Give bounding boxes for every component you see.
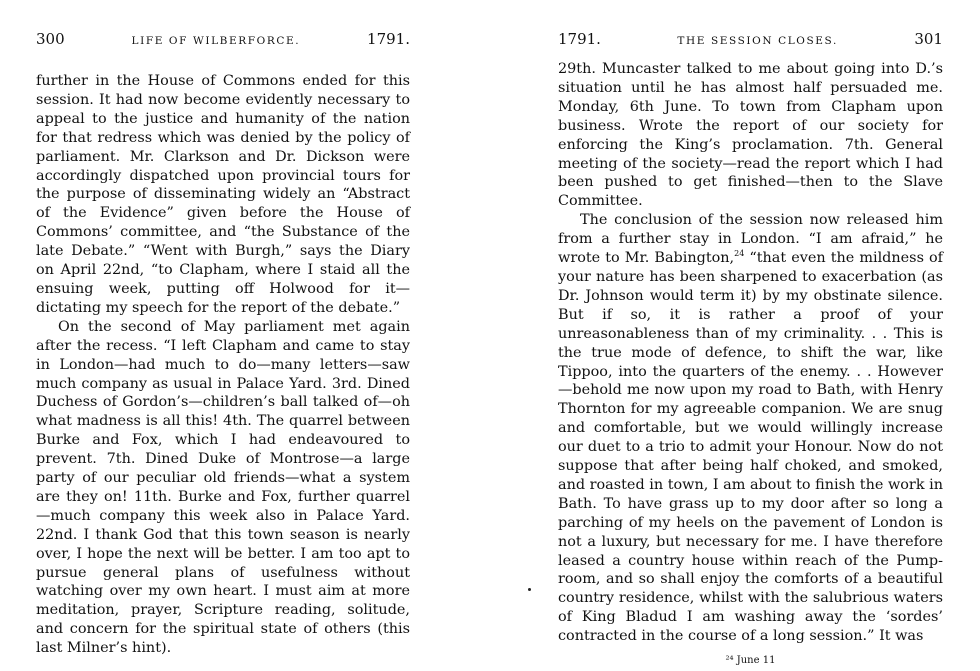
right-page-header: [558, 30, 943, 52]
right-running-title: THE SESSION CLOSES.: [677, 35, 838, 47]
left-header-year: 1791.: [367, 30, 410, 48]
left-page-header: [36, 30, 410, 52]
footnote-reference: 24: [734, 249, 745, 259]
left-paragraph-1: further in the House of Commons ended for this session. It had now become evidently necessary to appeal to the justice and humanity of the nation for that redress which was denied by the policy of parliament. Mr. Clarkson and Dr. Dickson were accordingly dispatched upon provincial tours for the purpose of disseminating widely an “Abstract of the Evidence” given before the House of Commons’ committee, and “the Substance of the late Debate.” “Went with Burgh,” says the Diary on April 22nd, “to Clapham, where I staid all the ensuing week, putting off Holwood for it—dictating my speech for the report of the debate.”: [36, 73, 410, 316]
right-page-number: 301: [914, 30, 943, 48]
left-paragraph-2: On the second of May parliament met again after the recess. “I left Clapham and came to stay in London—had much to do—many letters—saw much company as usual in Palace Yard. 3rd. Dined Duchess of Gordon’s—children’s ball talked of—oh what madness is all this! 4th. The quarrel between Burke and Fox, which I had endeavoured to prevent. 7th. Dined Duke of Montrose—a large party of our peculiar old friends—what a system are they on! 11th. Burke and Fox, further quarrel—much company this week also in Palace Yard. 22nd. I thank God that this town season is nearly over, I hope the next will be better. I am too apt to pursue general plans of usefulness without watching over my own heart. I must aim at more meditation, prayer, Scripture reading, solitude, and concern for the spiritual state of others (this last Milner’s hint).: [36, 318, 410, 657]
right-header-year: 1791.: [558, 30, 601, 48]
right-paragraph-2: [558, 211, 943, 646]
left-running-title: LIFE OF WILBERFORCE.: [131, 35, 301, 47]
left-page-number: 300: [36, 30, 65, 48]
left-page: [36, 30, 410, 658]
footnote: ²⁴ June 11: [725, 655, 776, 667]
right-paragraph-1: 29th. Muncaster talked to me about going into D.’s situation until he has almost half persuaded me. Monday, 6th June. To town from Clapham upon business. Wrote the report of our society for enforcing the King’s proclamation. 7th. General meeting of the society—read the report which I had been pushed to get finished—then to the Slave Committee.: [558, 61, 943, 210]
print-speck: [528, 588, 531, 591]
right-paragraph-2-start: The conclusion of the session now released him from a further stay in London. “I am afraid,” he wrote to Mr. Babington,: [558, 212, 943, 267]
right-paragraph-2-rest: “that even the mildness of your nature has been sharpened to exacerbation (as Dr. Johnson would term it) by my obstinate silence. But if so, it is rather a proof of your unreasonableness than of my criminality. . . This is the true mode of defence, to shift the war, like Tippoo, into the quarters of the enemy. . . However—behold me now upon my road to Bath, with Henry Thornton for my agreeable companion. We are snug and comfortable, but we would willingly increase our duet to a trio to admit your Honour. Now do not suppose that after being half choked, and smoked, and roasted in town, I am about to finish the work in Bath. To have grass up to my door after so long a parching of my heels on the pavement of London is not a luxury, but necessary for me. I have therefore leased a country house within reach of the Pump-room, and so shall enjoy the comforts of a beautiful country residence, whilst with the salubrious waters of King Bladud I am washing away the ‘sordes’ contracted in the course of a long session.” It was: [558, 250, 943, 645]
right-page-body: [558, 60, 943, 671]
left-page-body: [36, 72, 410, 658]
right-page: [558, 30, 943, 671]
